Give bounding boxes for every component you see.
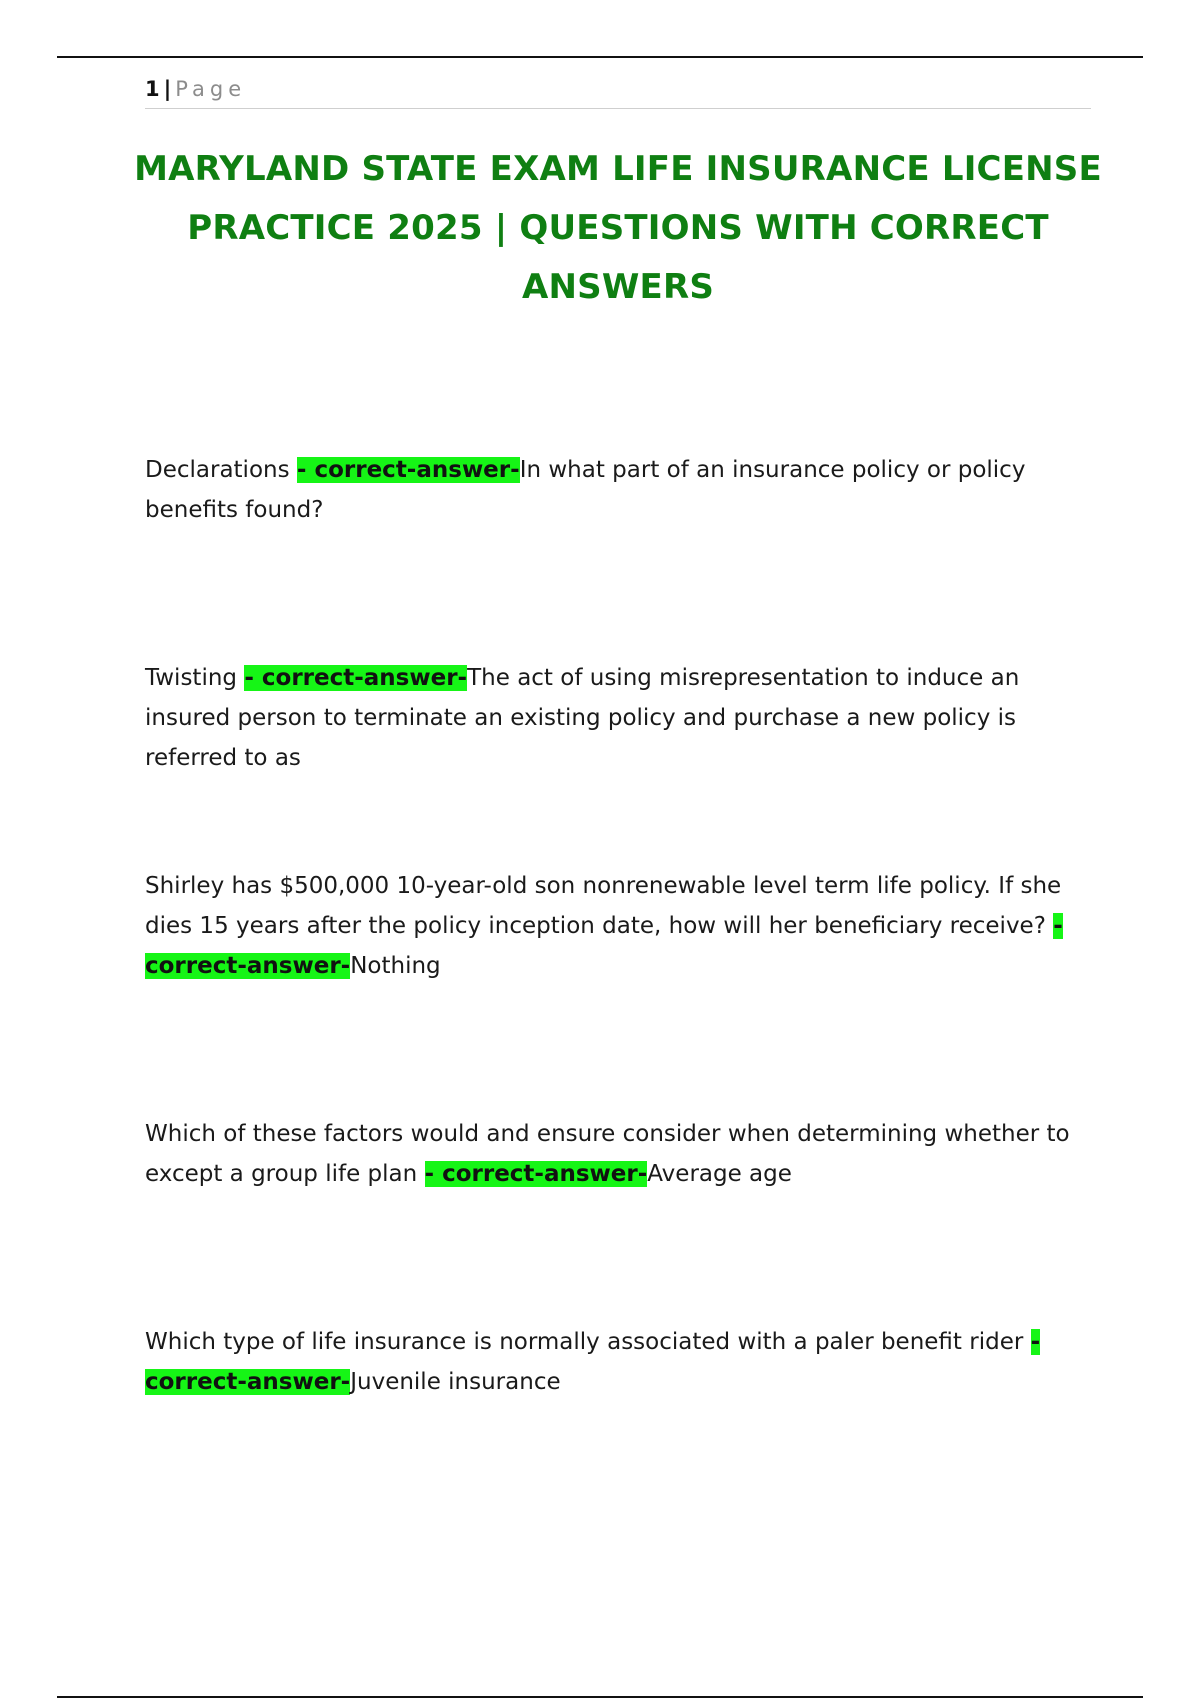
qa-text-before: Declarations xyxy=(145,457,297,483)
page-bottom-rule xyxy=(57,1696,1143,1698)
correct-answer-tag: - correct-answer- xyxy=(424,1161,648,1187)
document-title: MARYLAND STATE EXAM LIFE INSURANCE LICENSE PRACTICE 2025 | QUESTIONS WITH CORRECT ANSWERS xyxy=(134,149,1102,307)
qa-text-after: Juvenile insurance xyxy=(350,1369,561,1395)
qa-item xyxy=(145,658,1105,778)
qa-item xyxy=(145,450,1105,530)
page-label: Page xyxy=(175,77,247,101)
qa-item xyxy=(145,1114,1105,1194)
page-top-rule xyxy=(57,56,1143,58)
correct-answer-tag: - correct-answer- xyxy=(145,1329,1041,1395)
qa-text-after: Nothing xyxy=(350,953,441,979)
qa-text-after: The act of using misrepresentation to induce an insured person to terminate an existing policy and purchase a new policy is referred to as xyxy=(145,665,1020,771)
qa-text-after: Average age xyxy=(647,1161,792,1187)
correct-answer-tag: - correct-answer- xyxy=(244,665,468,691)
qa-text-before: Which of these factors would and ensure consider when determining whether to except a group life plan xyxy=(145,1121,1070,1187)
qa-text-before: Shirley has $500,000 10-year-old son nonrenewable level term life policy. If she dies 15 years after the policy inception date, how will her beneficiary receive? xyxy=(145,873,1062,939)
qa-text-after: In what part of an insurance policy or policy benefits found? xyxy=(145,457,1026,523)
correct-answer-tag: - correct-answer- xyxy=(296,457,520,483)
qa-text-before: Twisting xyxy=(145,665,245,691)
page-separator: | xyxy=(163,77,172,101)
page-header xyxy=(145,74,1091,109)
correct-answer-tag: - correct-answer- xyxy=(145,913,1063,979)
qa-item xyxy=(145,1322,1105,1402)
qa-item xyxy=(145,866,1105,986)
page-number: 1 xyxy=(145,77,160,101)
qa-text-before: Which type of life insurance is normally associated with a paler benefit rider xyxy=(145,1329,1031,1355)
